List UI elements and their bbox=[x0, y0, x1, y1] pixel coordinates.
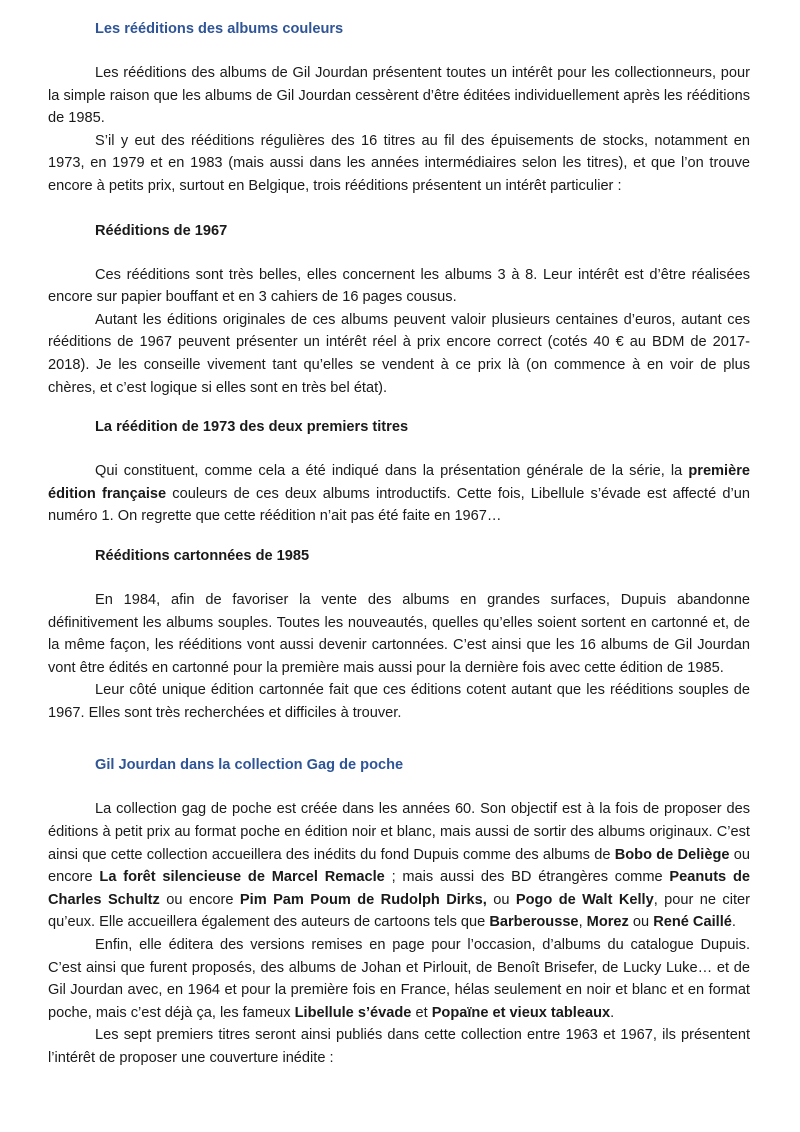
paragraph bbox=[48, 798, 750, 934]
text-run: , pour ne citer qu’eux. Elle accueillera également des auteurs de cartoons tels que bbox=[48, 891, 750, 931]
bold-text: Popaïne et vieux tableaux bbox=[431, 1004, 611, 1021]
text-run: ou bbox=[486, 891, 516, 908]
bold-text: Morez bbox=[586, 914, 629, 931]
bold-text: René Caillé bbox=[653, 914, 732, 931]
bold-text: Peanuts de Charles Schultz bbox=[48, 869, 750, 908]
text-run: , bbox=[578, 914, 587, 931]
text-run: La collection gag de poche est créée dans les années 60. Son objectif est à la fois de proposer des éditions à petit prix au format poche en édition noir et blanc, mais aussi de sortir des albums originaux. C’est ainsi que cette collection accueillera des inédits du fond Dupuis comme des albums de bbox=[48, 801, 750, 863]
section-title-reeditions: Les rééditions des albums couleurs bbox=[95, 21, 344, 37]
paragraph: Autant les éditions originales de ces albums peuvent valoir plusieurs centaines d’euros, autant ces rééditions de 1967 peuvent présenter un intérêt réel à prix encore correct (cotés 40 € au BDM de 2017-2018). Je les conseille vivement tant qu’elles se vendent à ce prix là (on commence à en voir de plus chères, et c’est logique si elles sont en très bel état). bbox=[48, 311, 750, 396]
section-title-gag-de-poche: Gil Jourdan dans la collection Gag de poche bbox=[95, 757, 404, 774]
paragraph bbox=[48, 460, 750, 528]
bold-text: première édition française bbox=[48, 463, 750, 502]
text-run: ou bbox=[628, 914, 654, 931]
text-run: . bbox=[731, 914, 736, 931]
text-run: et bbox=[411, 1004, 432, 1021]
paragraph: En 1984, afin de favoriser la vente des albums en grandes surfaces, Dupuis abandonne définitivement les albums souples. Toutes les nouveautés, quelles qu’elles soient sortent en cartonné et, de la même façon, les rééditions vont aussi devenir cartonnées. C’est ainsi que les 16 albums de Gil Jourdan vont être édités en cartonné pour la première mais aussi pour la dernière fois avec cette édition de 1985. bbox=[48, 591, 750, 676]
document-content bbox=[48, 18, 750, 1070]
text-run: . bbox=[610, 1004, 615, 1021]
text-run: ou encore bbox=[48, 846, 750, 886]
subsection-title-1985: Rééditions cartonnées de 1985 bbox=[95, 547, 310, 564]
text-run: Enfin, elle éditera des versions remises en page pour l’occasion, d’albums du catalogue Dupuis. C’est ainsi que furent proposés, des albums de Johan et Pirlouit, de Benoît Brisefer, de Lucky Luke… et de Gil Jourdan avec, en 1964 et pour la première fois en France, hélas seulement en noir et blanc et en format poche, mais c’est déjà ça, les fameux bbox=[48, 937, 750, 1021]
paragraph: S’il y eut des rééditions régulières des 16 titres au fil des épuisements de stocks, notamment en 1973, en 1979 et en 1983 (mais aussi dans les années intermédiaires selon les titres), et que l’on trouve encore à petits prix, surtout en Belgique, trois rééditions présentent un intérêt particulier : bbox=[48, 132, 750, 194]
subsection-title-1973: La réédition de 1973 des deux premiers titres bbox=[95, 419, 409, 436]
bold-text: Pogo de Walt Kelly bbox=[515, 891, 654, 908]
paragraph: Leur côté unique édition cartonnée fait que ces éditions cotent autant que les rééditions souples de 1967. Elles sont très recherchées et difficiles à trouver. bbox=[48, 682, 750, 721]
bold-text: Pim Pam Poum de Rudolph Dirks, bbox=[239, 891, 487, 908]
bold-text: Libellule s’évade bbox=[294, 1004, 412, 1021]
bold-text: La forêt silencieuse de Marcel Remacle bbox=[99, 869, 385, 886]
text-run: ; mais aussi des BD étrangères comme bbox=[384, 869, 670, 886]
paragraph: Ces rééditions sont très belles, elles concernent les albums 3 à 8. Leur intérêt est d’être réalisées encore sur papier bouffant et en 3 cahiers de 16 pages cousus. bbox=[48, 266, 750, 306]
text-run: ou encore bbox=[159, 891, 240, 908]
bold-text: Bobo de Deliège bbox=[614, 846, 730, 863]
text-run: couleurs de ces deux albums introductifs. Cette fois, Libellule s’évade est affecté d’un numéro 1. On regrette que cette réédition n’ait pas été faite en 1967… bbox=[48, 485, 750, 525]
paragraph: Les sept premiers titres seront ainsi publiés dans cette collection entre 1963 et 1967, ils présentent l’intérêt de proposer une couverture inédite : bbox=[48, 1027, 750, 1066]
text-run: Qui constituent, comme cela a été indiqué dans la présentation générale de la série, la bbox=[95, 463, 689, 480]
paragraph bbox=[48, 934, 750, 1024]
subsection-title-1967: Rééditions de 1967 bbox=[95, 222, 228, 239]
bold-text: Barberousse bbox=[489, 914, 579, 931]
paragraph: Les rééditions des albums de Gil Jourdan présentent toutes un intérêt pour les collectionneurs, pour la simple raison que les albums de Gil Jourdan cessèrent d’être éditées individuellement après les rééditions de 1985. bbox=[48, 65, 750, 127]
